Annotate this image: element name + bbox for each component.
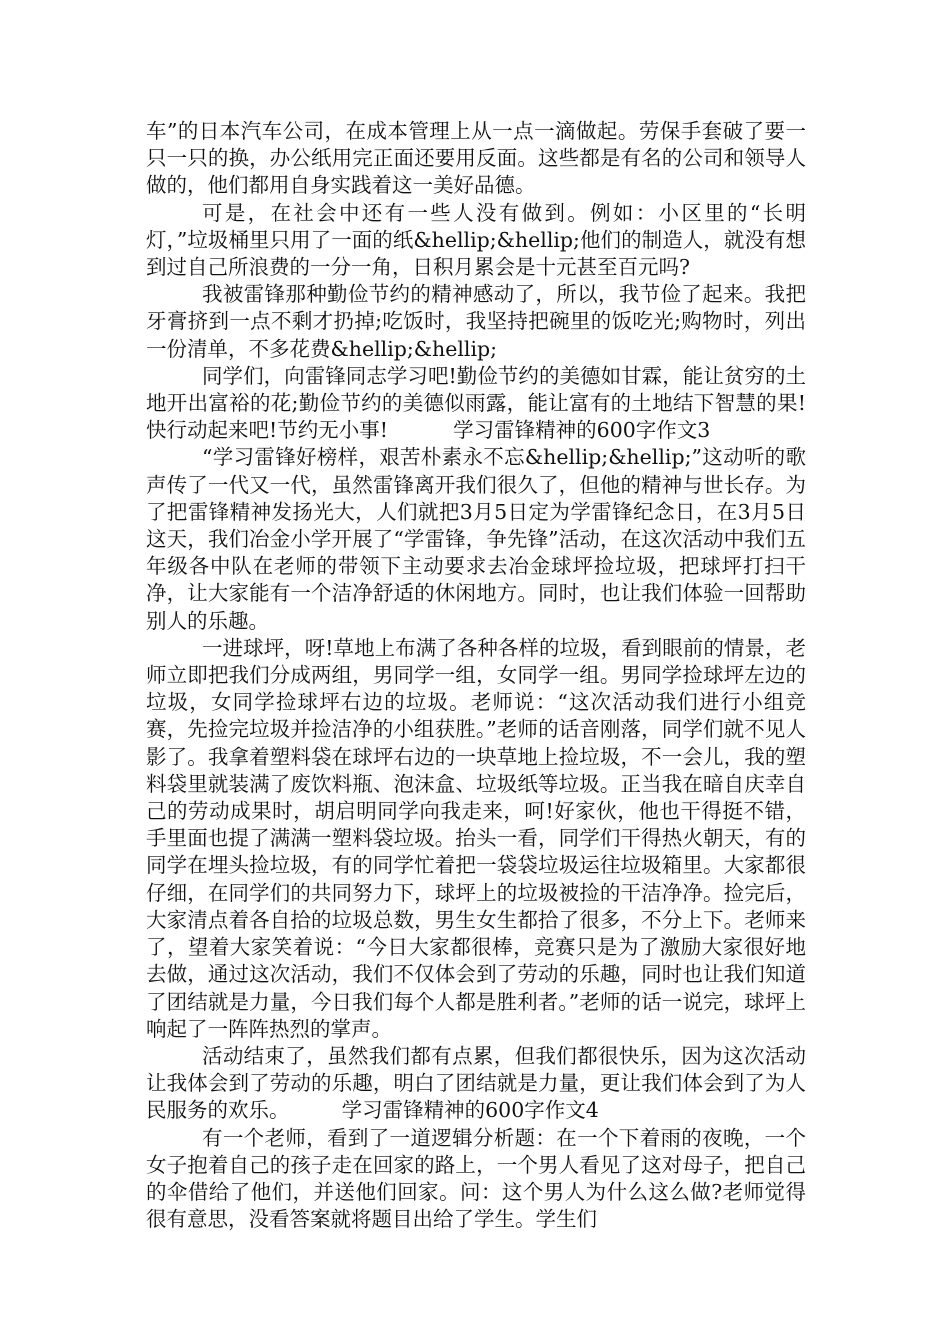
paragraph-7 [146, 1043, 806, 1125]
paragraph-3-text: 我被雷锋那种勤俭节约的精神感动了，所以，我节俭了起来。我把牙膏挤到一点不剩才扔掉;吃饭时，我坚持把碗里的饭吃光;购物时，列出一份清单，不多花费&hellip;&hellip; [146, 282, 806, 361]
paragraph-5-text: “学习雷锋好榜样，艰苦朴素永不忘&hellip;&hellip;”这动听的歌声传了一代又一代，虽然雷锋离开我们很久了，但他的精神与世长存。为了把雷锋精神发扬光大，人们就把3月5日定为学雷锋纪念日，在3月5日这天，我们冶金小学开展了“学雷锋，争先锋”活动，在这次活动中我们五年级各中队在老师的带领下主动要求去冶金球坪捡垃圾，把球坪打扫干净，让大家能有一个洁净舒适的休闲地方。同时，也让我们体验一回帮助别人的乐趣。 [146, 445, 806, 633]
section-heading-3: 学习雷锋精神的600字作文3 [453, 418, 711, 443]
section-heading-4: 学习雷锋精神的600字作文4 [341, 1098, 599, 1123]
paragraph-8 [146, 1125, 806, 1234]
paragraph-7-text: 活动结束了，虽然我们都有点累，但我们都很快乐，因为这次活动让我体会到了劳动的乐趣，明白了团结就是力量，更让我们体会到了为人民服务的欢乐。 [146, 1043, 806, 1123]
paragraph-8-text: 有一个老师，看到了一道逻辑分析题：在一个下着雨的夜晚，一个女子抱着自己的孩子走在回家的路上，一个男人看见了这对母子，把自己的伞借给了他们，并送他们回家。问：这个男人为什么这么做?老师觉得很有意思，没看答案就将题目出给了学生。学生们 [146, 1125, 806, 1232]
paragraph-1-text: 车”的日本汽车公司，在成本管理上从一点一滴做起。劳保手套破了要一只一只的换，办公纸用完正面还要用反面。这些都是有名的公司和领导人做的，他们都用自身实践着这一美好品德。 [146, 119, 806, 198]
paragraph-6 [146, 635, 806, 1043]
paragraph-4-text: 同学们，向雷锋同志学习吧!勤俭节约的美德如甘霖，能让贫穷的土地开出富裕的花;勤俭节约的美德似雨露，能让富有的土地结下智慧的果!快行动起来吧!节约无小事! [146, 363, 806, 443]
paragraph-5 [146, 444, 806, 634]
paragraph-2-text: 可是，在社会中还有一些人没有做到。例如：小区里的“长明灯，”垃圾桶里只用了一面的纸&hellip;&hellip;他们的制造人，就没有想到过自己所浪费的一分一角，日积月累会是十元甚至百元吗? [146, 200, 806, 280]
paragraph-2 [146, 200, 806, 282]
paragraph-1 [146, 118, 806, 200]
paragraph-6-text: 一进球坪，呀!草地上布满了各种各样的垃圾，看到眼前的情景，老师立即把我们分成两组，男同学一组，女同学一组。男同学捡球坪左边的垃圾，女同学捡球坪右边的垃圾。老师说：“这次活动我们进行小组竞赛，先捡完垃圾并捡洁净的小组获胜。”老师的话音刚落，同学们就不见人影了。我拿着塑料袋在球坪右边的一块草地上捡垃圾，不一会儿，我的塑料袋里就装满了废饮料瓶、泡沫盒、垃圾纸等垃圾。正当我在暗自庆幸自己的劳动成果时，胡启明同学向我走来，呵!好家伙，他也干得挺不错，手里面也提了满满一塑料袋垃圾。抬头一看，同学们干得热火朝天，有的同学在埋头捡垃圾，有的同学忙着把一袋袋垃圾运往垃圾箱里。大家都很仔细，在同学们的共同努力下，球坪上的垃圾被捡的干洁净净。捡完后，大家清点着各自拾的垃圾总数，男生女生都拾了很多，不分上下。老师来了，望着大家笑着说：“今日大家都很棒，竞赛只是为了激励大家很好地去做，通过这次活动，我们不仅体会到了劳动的乐趣，同时也让我们知道了团结就是力量，今日我们每个人都是胜利者。”老师的话一说完，球坪上响起了一阵阵热烈的掌声。 [146, 635, 806, 1041]
paragraph-3 [146, 281, 806, 363]
document-body [146, 118, 806, 1233]
paragraph-4 [146, 363, 806, 445]
